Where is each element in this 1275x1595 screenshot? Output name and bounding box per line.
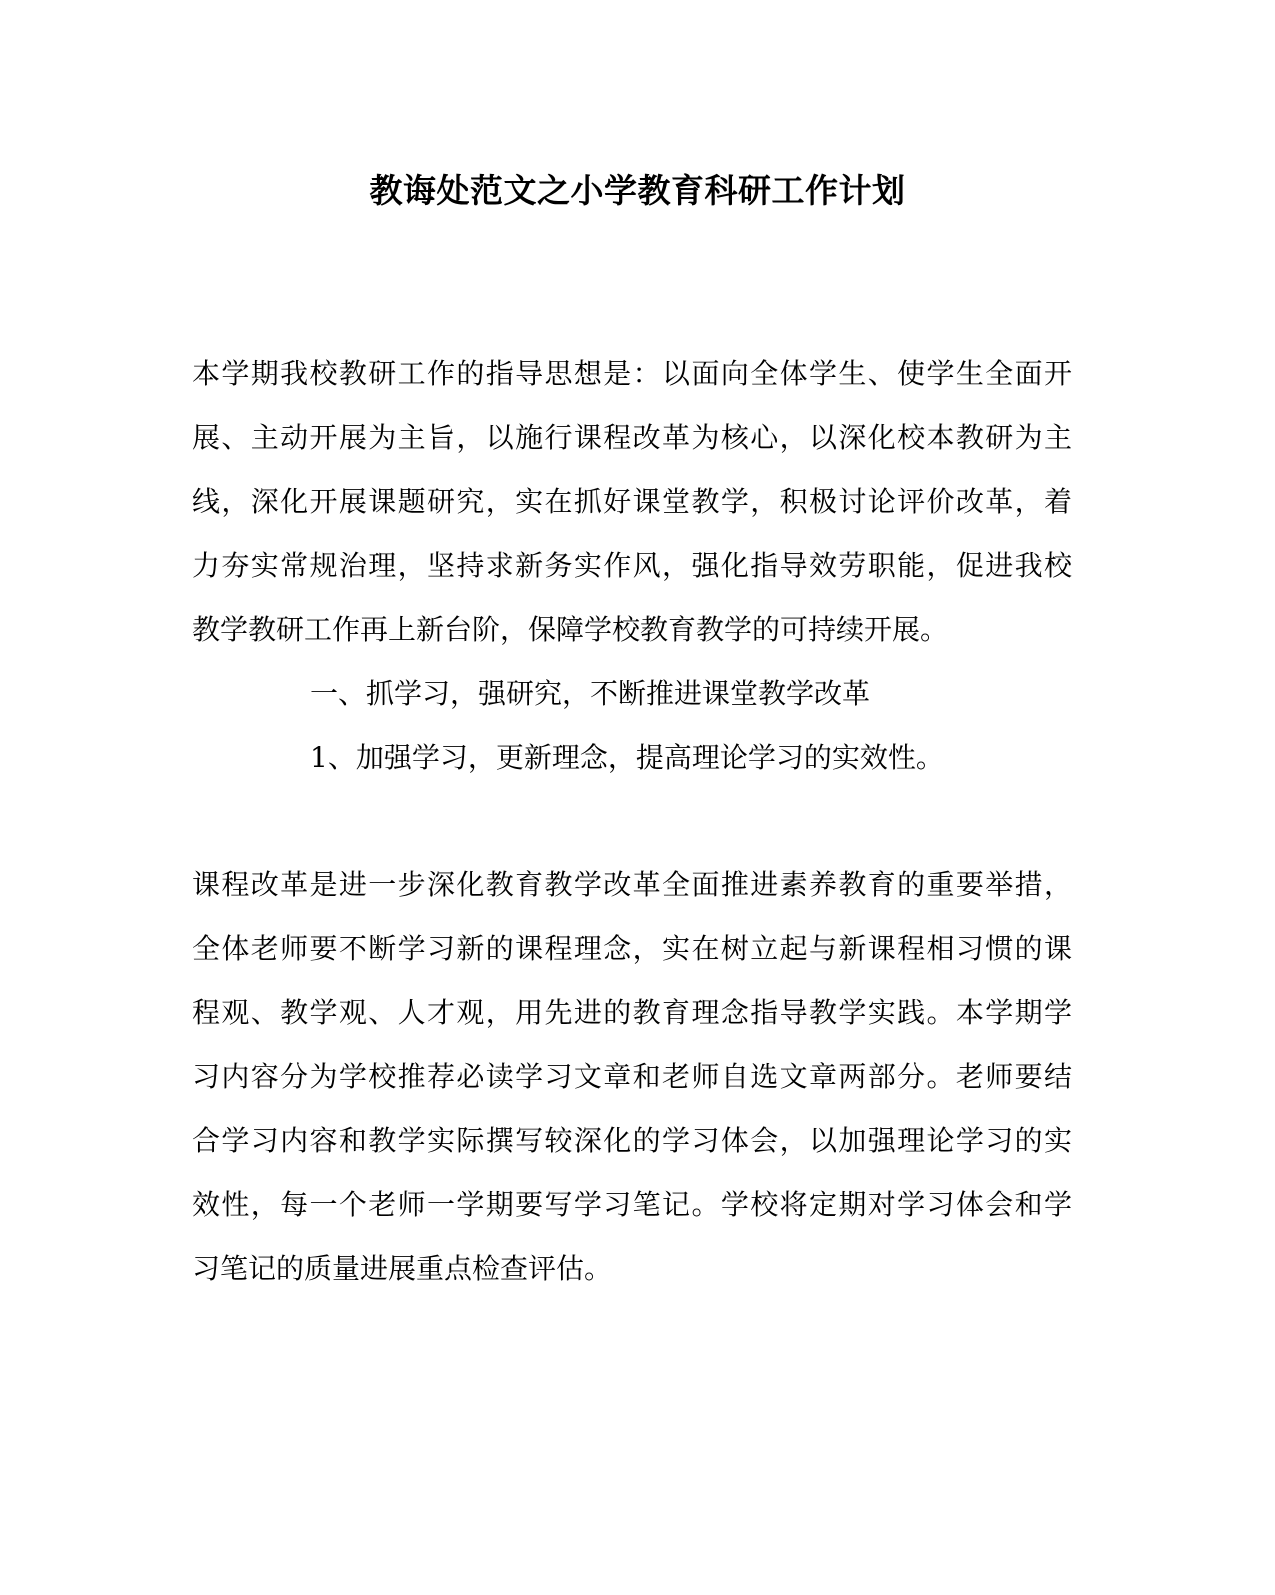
paragraph-guiding-ideology [192,342,1072,662]
document-title: 教诲处范文之小学教育科研工作计划 [369,171,906,210]
paragraph-curriculum-reform [192,853,1072,1301]
paragraph-line: 习笔记的质量进展重点检查评估。 [192,1252,613,1285]
paragraph-line: 效性，每一个老师一学期要写学习笔记。学校将定期对学习体会和学 [192,1188,1072,1221]
paragraph-line: 力夯实常规治理，坚持求新务实作风，强化指导效劳职能，促进我校 [192,549,1072,582]
headings-block [192,662,1072,790]
paragraph-line: 全体老师要不断学习新的课程理念，实在树立起与新课程相习惯的课 [192,932,1072,965]
paragraph-line: 程观、教学观、人才观，用先进的教育理念指导教学实践。本学期学 [192,996,1072,1029]
paragraph-line: 展、主动开展为主旨，以施行课程改革为核心，以深化校本教研为主 [192,421,1072,454]
paragraph-line: 线，深化开展课题研究，实在抓好课堂教学，积极讨论评价改革，着 [192,485,1072,518]
paragraph-line: 习内容分为学校推荐必读学习文章和老师自选文章两部分。老师要结 [192,1060,1072,1093]
paragraph-line: 本学期我校教研工作的指导思想是：以面向全体学生、使学生全面开 [192,357,1072,390]
paragraph-line: 教学教研工作再上新台阶，保障学校教育教学的可持续开展。 [192,613,949,646]
section-heading: 一、抓学习，强研究，不断推进课堂教学改革 [310,677,871,710]
paragraph-line: 课程改革是进一步深化教育教学改革全面推进素养教育的重要举措， [192,868,1072,901]
subsection-heading: 1、加强学习，更新理念，提高理论学习的实效性。 [310,741,944,774]
paragraph-line: 合学习内容和教学实际撰写较深化的学习体会，以加强理论学习的实 [192,1124,1072,1157]
